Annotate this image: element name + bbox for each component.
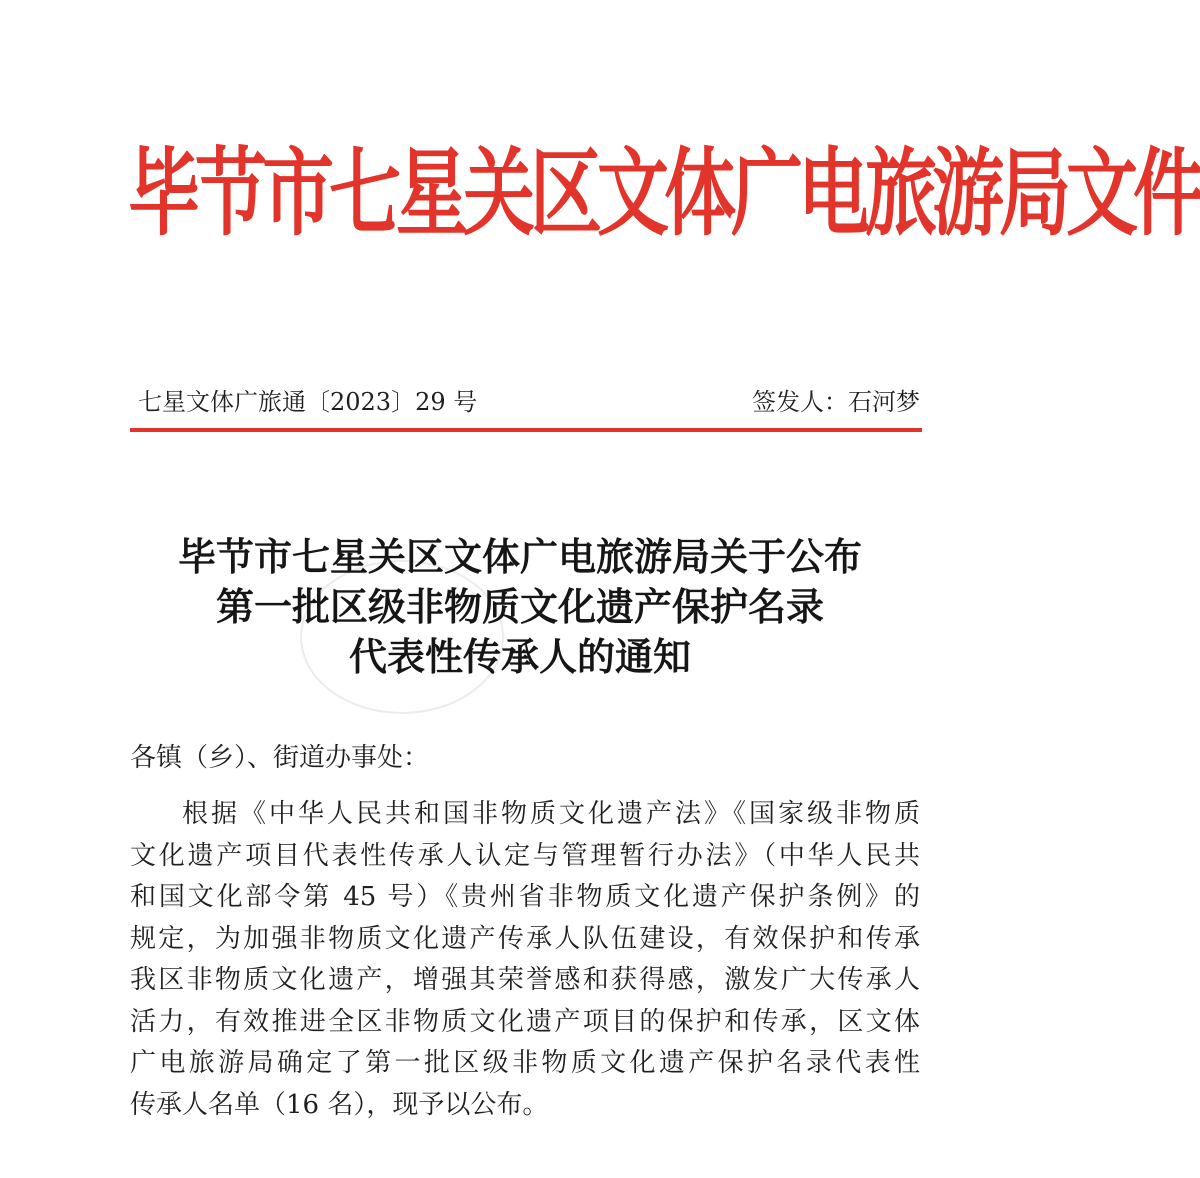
body-paragraph xyxy=(130,794,920,1126)
masthead-title: 毕节市七星关区文体广电旅游局文件 xyxy=(128,137,1200,249)
body-line: 文化遗产项目代表性传承人认定与管理暂行办法》（中华人民共 xyxy=(130,840,920,871)
notice-title-line: 第一批区级非物质文化遗产保护名录 xyxy=(215,584,824,629)
red-divider-line xyxy=(130,428,922,432)
document-info-row xyxy=(138,382,920,422)
body-line: 广电旅游局确定了第一批区级非物质文化遗产保护名录代表性 xyxy=(130,1048,920,1078)
body-line: 和国文化部令第 45 号）《贵州省非物质文化遗产保护条例》的 xyxy=(130,882,920,912)
body-line: 根据《中华人民共和国非物质文化遗产法》《国家级非物质 xyxy=(182,799,920,829)
signer: 签发人：石河梦 xyxy=(752,388,920,416)
body-line: 规定，为加强非物质文化遗产传承人队伍建设，有效保护和传承 xyxy=(130,923,920,954)
salutation: 各镇（乡）、街道办事处： xyxy=(130,743,430,773)
notice-title-line: 毕节市七星关区文体广电旅游局关于公布 xyxy=(177,534,862,579)
notice-title-line: 代表性传承人的通知 xyxy=(348,634,691,679)
body-line: 活力，有效推进全区非物质文化遗产项目的保护和传承，区文体 xyxy=(130,1006,920,1037)
body-line: 传承人名单（16 名），现予以公布。 xyxy=(130,1089,549,1120)
notice-title xyxy=(100,532,940,682)
document-number: 七星文体广旅通〔2023〕29 号 xyxy=(138,388,478,416)
body-line: 我区非物质文化遗产，增强其荣誉感和获得感，激发广大传承人 xyxy=(130,965,920,995)
